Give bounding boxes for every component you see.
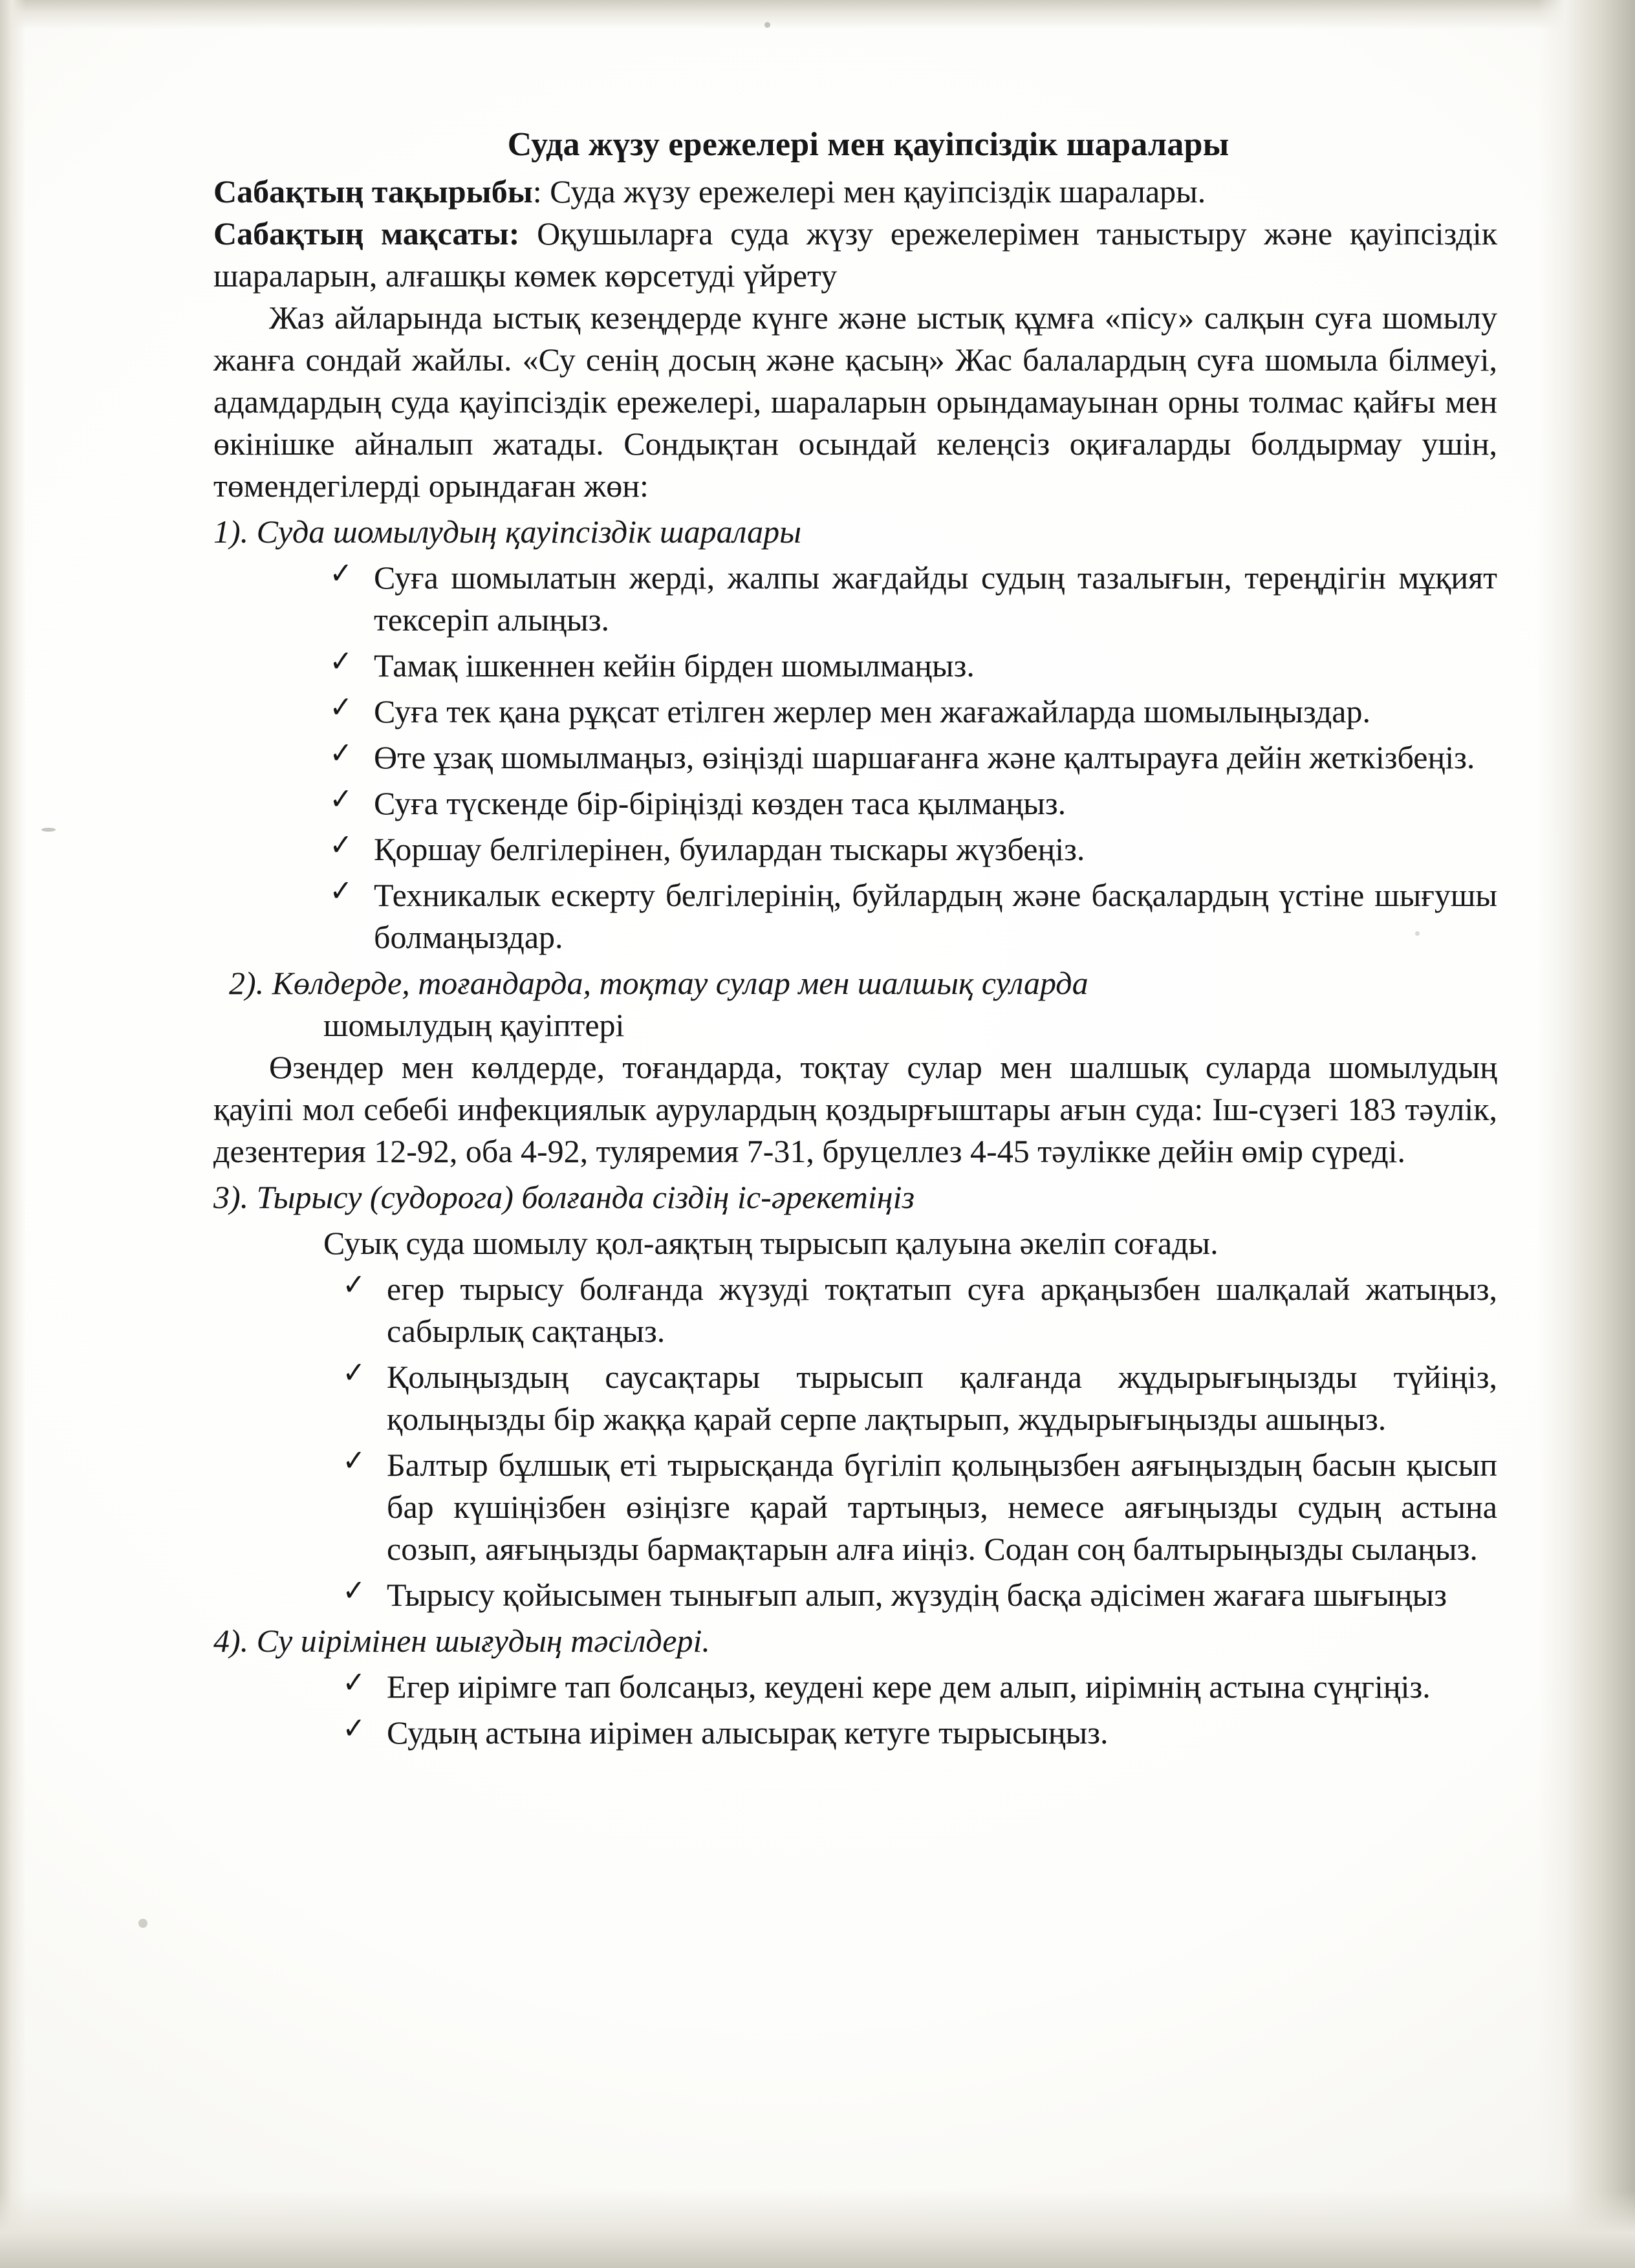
lesson-goal-label: Сабақтың мақсаты: [213,215,520,252]
list-item: ✓ Техникалык ескерту белгілерінің, буйлардың және басқалардың үстіне шығушы болмаңыздар. [323,874,1497,958]
scan-speck [138,1919,147,1928]
section-4-bullet-list [213,1666,1497,1754]
scan-edge-left [0,0,26,2268]
section-3-intro: Суық суда шомылу қол-аяқтың тырысып қалуына әкеліп соғады. [323,1224,1218,1261]
list-item: ✓ Суға тек қана рұқсат етілген жерлер мен жағажайларда шомылыңыздар. [323,691,1497,733]
section-heading-4: 4). Су иірімінен шығудың тәсілдері. [213,1622,710,1659]
intro-paragraph: Жаз айларында ыстық кезеңдерде күнге және ыстық құмға «пісу» салқын суға шомылу жанға сондай жайлы. «Су сенің досың және қасың» Жас балалардың суға шомыла білмеуі, адамдардың суда қауіпсіздік ережелері, шараларын орындамауынан орны толмас қайғы мен өкінішке айналып жатады. Сондықтан осындай келеңсіз оқиғаларды болдырмау ушін, төмендегілерді орындаған жөн: [213,299,1497,504]
list-item: ✓ Егер иірімге тап болсаңыз, кеудені кере дем алып, иірімнің астына сүңгіңіз. [336,1666,1497,1708]
section-heading-3: 3). Тырысу (судорога) болғанда сіздің іс-әрекетіңіз [213,1178,915,1215]
section-2-paragraph: Өзендер мен көлдерде, тоғандарда, тоқтау сулар мен шалшық суларда шомылудың қауіпі мол себебі инфекциялык аурулардың қоздырғыштары ағын суда: Іш-сүзегі 183 тәулік, дезентерия 12-92, оба 4-92, туляремия 7-31, бруцеллез 4-45 тәулікке дейін өмір сүреді. [213,1048,1497,1169]
section-heading-2: 2). Көлдерде, тоғандарда, тоқтау сулар мен шалшық суларда [229,964,1088,1001]
scan-edge-top [0,0,1635,30]
lesson-topic-value: : Суда жүзу ережелері мен қауіпсіздік шаралары. [532,173,1206,210]
list-item: ✓ Тамақ ішкеннен кейін бірден шомылмаңыз. [323,645,1497,687]
scan-edge-right [1538,0,1635,2268]
list-item: ✓ Суға түскенде бір-біріңізді көзден таса қылмаңыз. [323,783,1497,825]
document-body [213,123,1497,1754]
list-item: ✓ Балтыр бұлшық еті тырысқанда бүгіліп қолыңызбен аяғыңыздың басын қысып бар күшіңізбен өзіңізге қарай тартыңыз, немесе аяғыңызды судың астына созып, аяғыңызды бармақтарын алға иіңіз. Содан соң балтырыңызды сылаңыз. [336,1444,1497,1570]
scan-edge-bottom [0,2190,1635,2268]
scan-speck [764,22,770,28]
section-1-bullet-list [213,557,1497,958]
lesson-goal-line [213,213,1497,297]
list-item: ✓ Суға шомылатын жерді, жалпы жағдайды судың тазалығын, тереңдігін мұқият тексеріп алыңыз. [323,557,1497,641]
lesson-goal-value: Оқушыларға суда жүзу ережелерімен таныстыру және қауіпсіздік шараларын, алғашқы көмек көрсетуді үйрету [213,215,1497,294]
scan-speck [41,828,56,832]
page-title: Суда жүзу ережелері мен қауіпсіздік шаралары [507,126,1229,163]
lesson-topic-line [213,171,1497,213]
lesson-topic-label: Сабақтың тақырыбы [213,173,533,210]
section-heading-1: 1). Суда шомылудың қауіпсіздік шаралары [213,513,801,550]
list-item: ✓ Қоршау белгілерінен, буилардан тыскары жүзбеңіз. [323,828,1497,870]
section-3-bullet-list [213,1268,1497,1616]
section-heading-2-continuation: шомылудың қауіптері [323,1006,625,1043]
list-item: ✓ егер тырысу болғанда жүзуді тоқтатып суға арқаңызбен шалқалай жатыңыз, сабырлық сақтаңыз. [336,1268,1497,1352]
list-item: ✓ Өте ұзақ шомылмаңыз, өзіңізді шаршағанға және қалтырауға дейін жеткізбеңіз. [323,737,1497,779]
list-item: ✓ Тырысу қойысымен тынығып алып, жүзудің басқа әдісімен жағаға шығыңыз [336,1574,1497,1616]
list-item: ✓ Судың астына иірімен алысырақ кетуге тырысыңыз. [336,1712,1497,1754]
list-item: ✓ Қолыңыздың саусақтары тырысып қалғанда жұдырығыңызды түйіңіз, қолыңызды бір жаққа қарай серпе лақтырып, жұдырығыңызды ашыңыз. [336,1356,1497,1440]
